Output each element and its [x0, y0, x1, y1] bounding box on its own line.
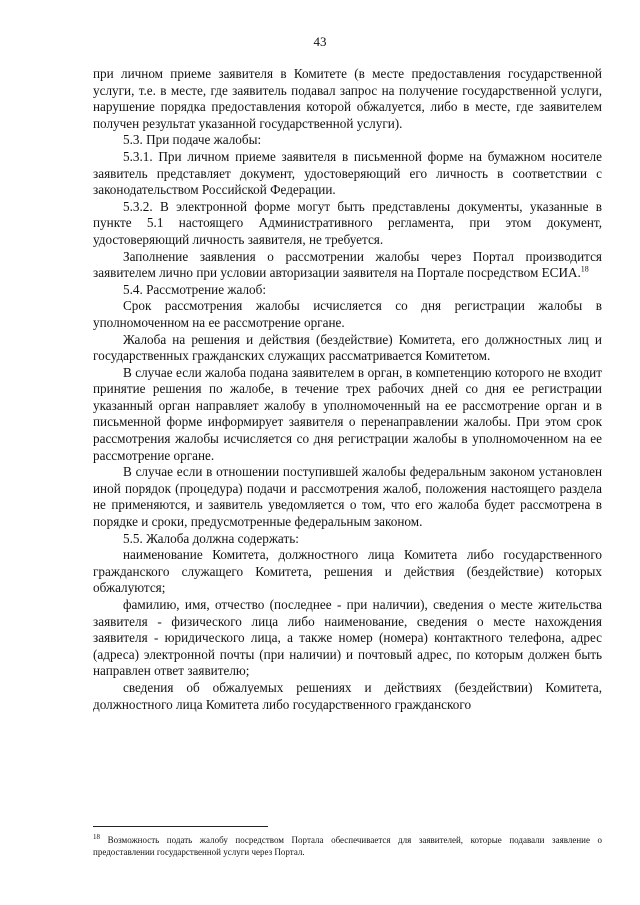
paragraph-text: Заполнение заявления о рассмотрении жалобы через Портал производится заявителем лично при условии авторизации заявителя на Портале посредством ЕСИА. — [93, 248, 602, 281]
section-heading: 5.5. Жалоба должна содержать: — [123, 530, 299, 546]
paragraph: 5.3.1. При личном приеме заявителя в письменной форме на бумажном носителе заявитель представляет документ, удостоверяющий его личность в соответствии с законодательством Российской Федерации. — [93, 148, 602, 198]
paragraph: Жалоба на решения и действия (бездействие) Комитета, его должностных лиц и государственных гражданских служащих рассматривается Комитетом. — [93, 331, 602, 364]
paragraph: Срок рассмотрения жалобы исчисляется со дня регистрации жалобы в уполномоченном на ее рассмотрение органе. — [93, 298, 602, 330]
paragraph — [93, 249, 602, 282]
paragraph: 5.3.2. В электронной форме могут быть представлены документы, указанные в пункте 5.1 настоящего Административного регламента, при этом документ, удостоверяющий личность заявителя, не требуется. — [93, 198, 602, 247]
footnote-text: Возможность подать жалобу посредством Портала обеспечивается для заявителей, которые подавали заявление о предоставлении государственной услуги через Портал. — [93, 835, 603, 857]
section-heading: 5.4. Рассмотрение жалоб: — [123, 281, 267, 297]
page-number: 43 — [313, 34, 327, 49]
document-body — [93, 66, 602, 713]
paragraph: при личном приеме заявителя в Комитете (в месте предоставления государственной услуги, т.е. в месте, где заявитель подавал запрос на получение государственной услуги, нарушение порядка предоставления которой обжалуется, либо в месте, где заявителем получен результат указанной государственной услуги). — [93, 66, 602, 131]
paragraph: наименование Комитета, должностного лица Комитета либо государственного гражданского служащего Комитета, решения и действия (бездействие) которых обжалуются; — [93, 547, 602, 596]
paragraph: сведения об обжалуемых решениях и действиях (бездействии) Комитета, должностного лица Комитета либо государственного гражданского — [93, 679, 602, 712]
footnote — [93, 834, 602, 858]
paragraph: В случае если в отношении поступившей жалобы федеральным законом установлен иной порядок (процедура) подачи и рассмотрения жалоб, положения настоящего раздела не применяются, и заявитель уведомляется о том, что его жалоба будет рассмотрена в порядке и сроки, предусмотренные федеральным законом. — [93, 464, 602, 530]
paragraph: фамилию, имя, отчество (последнее - при наличии), сведения о месте жительства заявителя - физического лица либо наименование, сведения о месте нахождения заявителя - юридического лица, а также номер (номера) контактного телефона, адрес (адреса) электронной почты (при наличии) и почтовый адрес, по которым должен быть направлен ответ заявителю; — [93, 597, 602, 679]
footnote-reference: 18 — [580, 264, 589, 274]
footnote-marker: 18 — [93, 833, 100, 841]
section-heading: 5.3. При подаче жалобы: — [123, 132, 262, 148]
paragraph: В случае если жалоба подана заявителем в орган, в компетенцию которого не входит принятие решения по жалобе, в течение трех рабочих дней со дня ее регистрации указанный орган направляет жалобу в уполномоченный на ее рассмотрение орган и в письменной форме информирует заявителя о перенаправлении жалобы. При этом срок рассмотрения жалобы исчисляется со дня регистрации жалобы в уполномоченном на ее рассмотрение органе. — [93, 364, 602, 463]
footnote-divider — [93, 826, 268, 827]
